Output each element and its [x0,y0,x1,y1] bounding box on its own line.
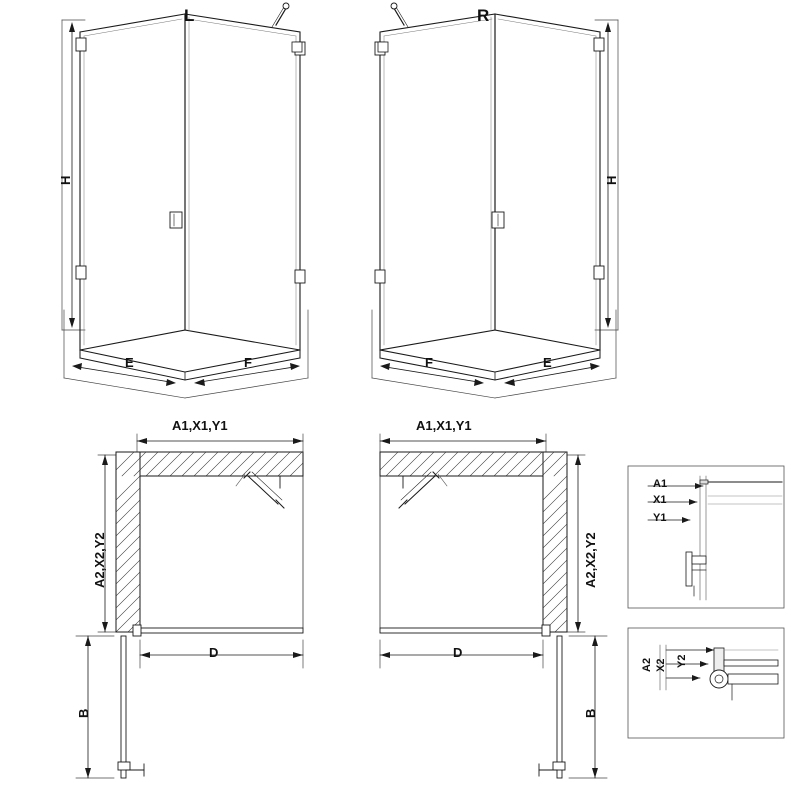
detail-bottom [628,628,784,738]
detail-top-label-x1: X1 [653,494,667,506]
label-height-left: H [58,175,73,185]
detail-top-label-a1: A1 [653,478,668,490]
iso-view-right [372,3,618,398]
label-height-right: H [604,175,619,185]
plan-view-right [380,434,607,778]
label-iso-left-f: F [244,355,252,370]
label-plan-left-side-dim: A2,X2,Y2 [92,532,107,588]
label-iso-right-f: F [425,355,433,370]
label-plan-left-door-dim: D [209,645,219,660]
detail-bottom-label-x2: X2 [655,658,667,672]
detail-top [628,466,784,608]
detail-bottom-label-a2: A2 [641,657,653,672]
plan-view-left [76,434,303,778]
label-plan-right-swing-dim: B [583,708,598,718]
iso-view-left [62,3,308,398]
label-variant-right: R [477,6,490,25]
label-plan-right-top-dim: A1,X1,Y1 [416,418,472,433]
label-plan-left-top-dim: A1,X1,Y1 [172,418,228,433]
detail-bottom-label-y2: Y2 [676,654,688,668]
detail-top-label-y1: Y1 [653,512,667,524]
label-iso-right-e: E [543,355,552,370]
label-plan-left-swing-dim: B [76,708,91,718]
label-iso-left-e: E [125,355,134,370]
label-plan-right-side-dim: A2,X2,Y2 [583,532,598,588]
label-variant-left: L [184,6,195,25]
label-plan-right-door-dim: D [453,645,463,660]
